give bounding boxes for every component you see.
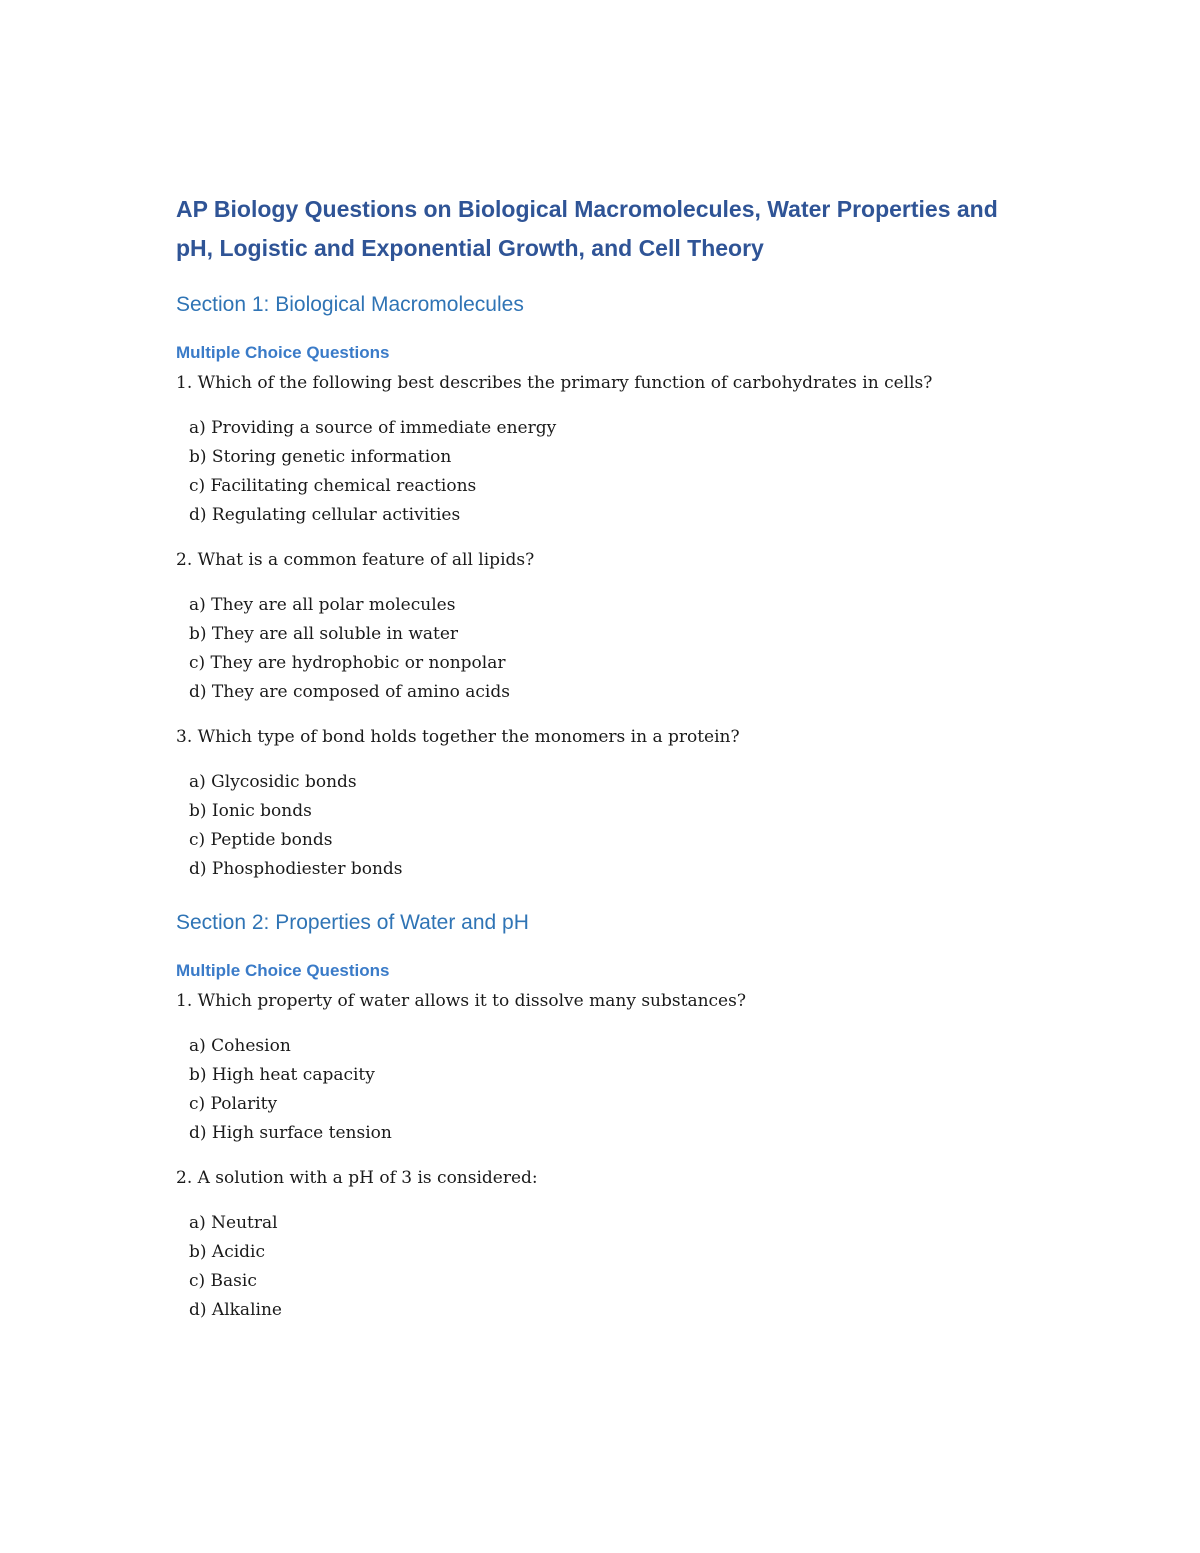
answer-option: d) High surface tension: [189, 1123, 392, 1143]
answer-option: b) Storing genetic information: [189, 447, 452, 467]
answer-option: c) They are hydrophobic or nonpolar: [189, 653, 506, 673]
section-2: [176, 908, 1036, 1325]
answer-option: a) Glycosidic bonds: [189, 772, 357, 792]
answer-option: d) Alkaline: [189, 1300, 282, 1320]
answer-options: [176, 591, 1036, 707]
document-page: [176, 190, 1036, 1325]
answer-options: [176, 1032, 1036, 1148]
question-text: 2. What is a common feature of all lipids?: [176, 550, 535, 570]
question-block: [176, 1166, 1036, 1325]
answer-options: [176, 768, 1036, 884]
answer-option: a) They are all polar molecules: [189, 595, 456, 615]
answer-option: b) Acidic: [189, 1242, 265, 1262]
document-title: AP Biology Questions on Biological Macromolecules, Water Properties and pH, Logistic and Exponential Growth, and Cell Theory: [176, 196, 998, 261]
section-subheading: Multiple Choice Questions: [176, 343, 390, 362]
section-heading: Section 1: Biological Macromolecules: [176, 293, 524, 316]
answer-option: c) Polarity: [189, 1094, 278, 1114]
answer-option: b) High heat capacity: [189, 1065, 375, 1085]
section-heading: Section 2: Properties of Water and pH: [176, 911, 529, 934]
question-block: [176, 371, 1036, 530]
question-text: 2. A solution with a pH of 3 is considered:: [176, 1168, 538, 1188]
question-text: 1. Which property of water allows it to dissolve many substances?: [176, 991, 746, 1011]
answer-option: c) Basic: [189, 1271, 257, 1291]
answer-option: a) Cohesion: [189, 1036, 291, 1056]
answer-options: [176, 1209, 1036, 1325]
question-text: 1. Which of the following best describes the primary function of carbohydrates in cells?: [176, 373, 933, 393]
section-1: [176, 290, 1036, 884]
question-block: [176, 989, 1036, 1148]
question-block: [176, 725, 1036, 884]
answer-option: b) They are all soluble in water: [189, 624, 459, 644]
section-subheading: Multiple Choice Questions: [176, 961, 390, 980]
answer-option: c) Facilitating chemical reactions: [189, 476, 477, 496]
answer-options: [176, 414, 1036, 530]
answer-option: a) Providing a source of immediate energy: [189, 418, 557, 438]
answer-option: b) Ionic bonds: [189, 801, 312, 821]
answer-option: d) They are composed of amino acids: [189, 682, 510, 702]
question-block: [176, 548, 1036, 707]
answer-option: a) Neutral: [189, 1213, 278, 1233]
question-text: 3. Which type of bond holds together the monomers in a protein?: [176, 727, 740, 747]
answer-option: c) Peptide bonds: [189, 830, 333, 850]
answer-option: d) Phosphodiester bonds: [189, 859, 403, 879]
answer-option: d) Regulating cellular activities: [189, 505, 461, 525]
